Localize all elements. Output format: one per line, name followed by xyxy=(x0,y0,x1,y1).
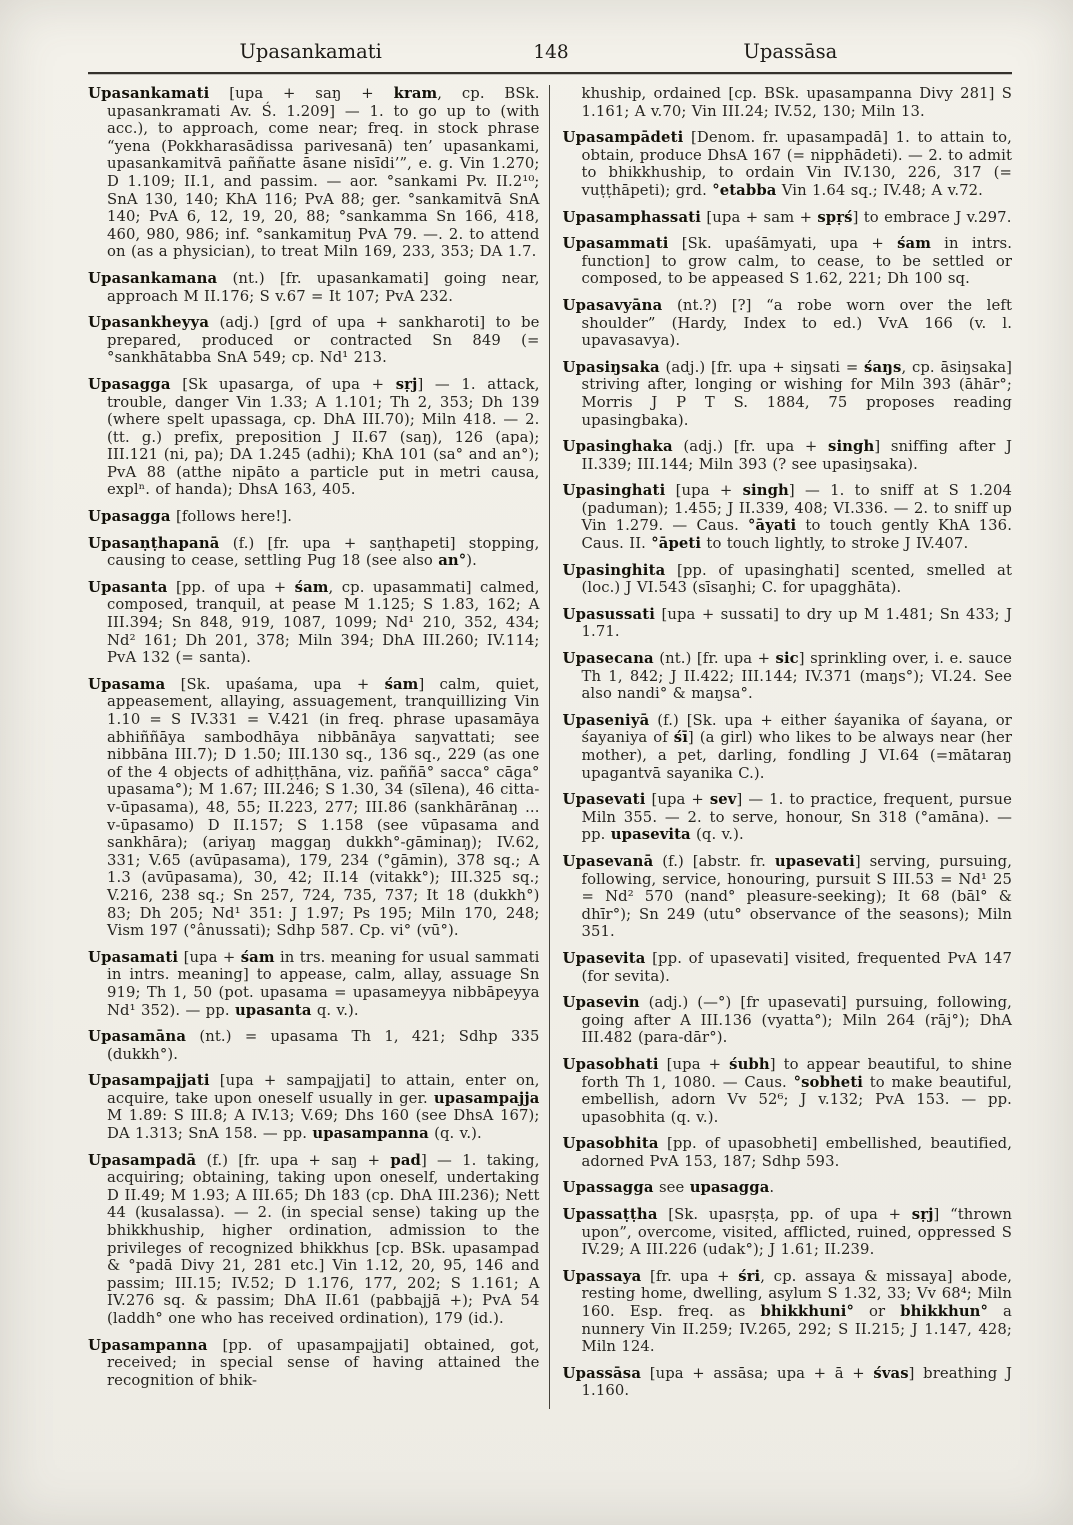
entry-body: [upa + sam + spṛś] to embrace J v.297. xyxy=(701,208,1012,226)
entry-body: (adj.) [grd of upa + sankharoti] to be prepared, produced or contracted Sn 849 (= °sankhātabba SnA 549; cp. Nd¹ 213. xyxy=(107,314,540,367)
dictionary-entry xyxy=(563,1135,1013,1170)
entry-body: (adj.) [fr. upa + siŋsati = śaŋs, cp. āsiŋsaka] striving after, longing or wishing for Miln 393 (āhār°; Morris J P T S. 1884, 75 proposes reading upasingbaka). xyxy=(581,358,1012,429)
dictionary-entry xyxy=(563,562,1013,597)
entry-headword: Upassagga xyxy=(562,1179,654,1197)
dictionary-entry xyxy=(88,270,540,305)
entry-body: [Sk. upaśama, upa + śam] calm, quiet, appeasement, allaying, assuagement, tranquillizing Vin 1.10 = S IV.331 = V.421 (in freq. phrase upasamāya abhiññāya sambodhāya nibbānāya saŋvattati; see nibbāna III.7); D 1.50; III.130 sq., 136 sq., 229 (as one of the 4 objects of adhiṭṭhāna, viz. paññā° sacca° cāga° upasama°); M 1.67; III.246; S 1.30, 34 (sīlena), 46 citta-v-ūpasama), 48, 55; II.223, 277; III.86 (sankhārānaŋ ... v-ūpasamo) D II.157; S 1.158 (see vūpasama and sankhāra); (ariyaŋ maggaŋ dukkh°-gāminaŋ); IV.62, 331; V.65 (avūpasama), 179, 234 (°gāmin), 378 sq.; A 1.3 (avūpasama), 30, 42; II.14 (vitakk°); III.325 sq.; V.216, 238 sq.; Sn 257, 724, 735, 737; It 18 (dukkh°) 83; Dh 205; Nd¹ 351: J 1.97; Ps 195; Miln 170, 248; Vism 197 (°ânussati); Sdhp 587. Cp. vi° (vū°). xyxy=(107,675,540,940)
dictionary-entry xyxy=(88,85,540,261)
column-right xyxy=(549,85,1013,1409)
entry-body: (f.) [Sk. upa + either śayanika of śayana, or śayaniya of śī] (a girl) who likes to be always near (her mother), a pet, darling, fondling J VI.64 (=mātaraŋ upagantvā sayanika C.). xyxy=(581,711,1012,782)
entry-body: (adj.) [fr. upa + singh] sniffing after J II.339; III.144; Miln 393 (? see upasiŋsaka). xyxy=(581,438,1013,473)
entry-body: khuship, ordained [cp. BSk. upasampanna Divy 281] S 1.161; A v.70; Vin III.24; IV.52, 130; Miln 13. xyxy=(581,85,1012,120)
entry-headword: Upasanta xyxy=(88,578,168,596)
entry-body: [Sk. upasṛṣṭa, pp. of upa + sṛj] “thrown upon”, overcome, visited, afflicted, ruined, oppressed S IV.29; A III.226 (udak°); J 1.61; II.239. xyxy=(581,1206,1012,1259)
entry-body: [upa + sev] — 1. to practice, frequent, pursue Miln 355. — 2. to serve, honour, Sn 318 (°amāna). — pp. upasevita (q. v.). xyxy=(581,791,1012,844)
entry-body: (nt.?) [?] “a robe worn over the left shoulder” (Hardy, Index to ed.) VvA 166 (v. l. upavasavya). xyxy=(581,296,1012,350)
entry-headword: Upasamati xyxy=(88,948,179,966)
entry-body: [follows here!]. xyxy=(170,508,293,526)
entry-body: [pp. of upa + śam, cp. upasammati] calmed, composed, tranquil, at pease M 1.125; S 1.83, 162; A III.394; Sn 848, 919, 1087, 1099; Nd¹ 210, 352, 434; Nd² 161; Dh 201, 378; Miln 394; DhA III.260; IV.114; PvA 132 (= santa). xyxy=(107,578,540,667)
entry-headword: Upasagga xyxy=(88,508,171,526)
entry-body: [upa + sampajjati] to attain, enter on, acquire, take upon oneself usually in ger. upasampajja M 1.89: S III.8; A IV.13; V.69; Dhs 160 (see DhsA 167); DA 1.313; SnA 158. — pp. upasampanna (q. v.). xyxy=(107,1072,540,1143)
page-header xyxy=(0,0,1073,72)
entry-body: [upa + śam in trs. meaning for usual sammati in intrs. meaning] to appease, calm, allay, assuage Sn 919; Th 1, 50 (pot. upasama = upasameyya nibbāpeyya Nd¹ 352). — pp. upasanta q. v.). xyxy=(107,948,540,1019)
entry-headword: Upasamāna xyxy=(88,1028,187,1046)
entry-headword: Upasagga xyxy=(88,375,171,393)
entry-headword: Upasankheyya xyxy=(88,314,210,332)
entry-headword: Upasecana xyxy=(562,650,654,668)
entry-body: [upa + assāsa; upa + ā + śvas] breathing J 1.160. xyxy=(581,1364,1012,1400)
entry-headword: Upasussati xyxy=(562,605,656,623)
entry-body: (nt.) = upasama Th 1, 421; Sdhp 335 (dukkh°). xyxy=(107,1028,540,1063)
entry-headword: Upasinghati xyxy=(562,482,666,500)
dictionary-entry xyxy=(563,950,1013,985)
entry-headword: Upasama xyxy=(88,675,166,693)
entry-headword: Upasampādeti xyxy=(562,129,684,147)
dictionary-entry xyxy=(563,1206,1013,1259)
entry-headword: Upasampanna xyxy=(88,1336,208,1354)
entry-body: [upa + śubh] to appear beautiful, to shine forth Th 1, 1080. — Caus. °sobheti to make beautiful, embellish, adorn Vv 52⁶; J v.132; PvA 153. — pp. upasobhita (q. v.). xyxy=(581,1055,1012,1126)
dictionary-entry xyxy=(563,209,1013,227)
entry-body: (f.) [fr. upa + saŋ + pad] — 1. taking, acquiring; obtaining, taking upon oneself, undertaking D II.49; M 1.93; A III.65; Dh 183 (cp. DhA III.236); Nett 44 (kusalassa). — 2. (in special sense) taking up the bhikkhuship, higher ordination, admission to the privileges of recognized bhikkhus [cp. BSk. upasampad & °padā Divy 21, 281 etc.] Vin 1.12, 20, 95, 146 and passim; III.15; IV.52; D 1.176, 177, 202; S 1.161; A IV.276 sq. & passim; DhA II.61 (pabbajjā +); PvA 54 (laddh° one who has received ordination), 179 (id.). xyxy=(107,1151,540,1327)
entry-headword: Upasavyāna xyxy=(562,296,663,314)
dictionary-entry xyxy=(563,129,1013,199)
entry-body: [upa + sussati] to dry up M 1.481; Sn 433; J 1.71. xyxy=(581,605,1012,641)
entry-body: (f.) [abstr. fr. upasevati] serving, pursuing, following, service, honouring, pursuit S III.53 = Nd¹ 25 = Nd² 570 (nand° pleasure-seeking); It 68 (bāl° & dhīr°); Sn 249 (utu° observance of the seasons); Miln 351. xyxy=(581,852,1012,941)
entry-body: (f.) [fr. upa + saṇṭhapeti] stopping, causing to cease, settling Pug 18 (see also an°). xyxy=(107,534,540,570)
entry-headword: Upasobhati xyxy=(562,1055,659,1073)
entry-headword: Upasankamati xyxy=(88,85,210,102)
entry-headword: Upasaṇṭhapanā xyxy=(88,534,220,552)
entry-headword: Upaseniyā xyxy=(562,711,650,729)
dictionary-entry xyxy=(563,712,1013,782)
column-left xyxy=(88,85,540,1409)
dictionary-entry xyxy=(563,297,1013,350)
dictionary-entry xyxy=(88,949,540,1019)
dictionary-entry xyxy=(88,1337,540,1390)
entry-body: [pp. of upasobheti] embellished, beautified, adorned PvA 153, 187; Sdhp 593. xyxy=(581,1135,1012,1170)
entry-body: [Denom. fr. upasampadā] 1. to attain to, obtain, produce DhsA 167 (= nipphādeti). — 2. to admit to bhikkhuship, to ordain Vin IV.130, 226, 317 (= vuṭṭhāpeti); grd. °etabba Vin 1.64 sq.; IV.48; A v.72. xyxy=(581,129,1012,199)
entry-headword: Upassaṭṭha xyxy=(562,1206,658,1224)
dictionary-entry xyxy=(563,235,1013,288)
dictionary-entry xyxy=(88,314,540,367)
entry-headword: Upasankamana xyxy=(88,269,218,287)
entry-body: [Sk upasarga, of upa + sṛj] — 1. attack, trouble, danger Vin 1.33; A 1.101; Th 2, 353; Dh 139 (where spelt upassaga, cp. DhA III.70); Miln 418. — 2. (tt. g.) prefix, preposition J II.67 (saŋ), 126 (apa); III.121 (ni, pa); DA 1.245 (adhi); KhA 101 (sa° and an°); PvA 88 (atthe nipāto a particle put in metri causa, explⁿ. of handa); DhsA 163, 405. xyxy=(107,375,540,499)
dictionary-entry xyxy=(563,1179,1013,1197)
entry-body: [upa + singh] — 1. to sniff at S 1.204 (paduman); 1.455; J II.339, 408; VI.336. — 2. to sniff up Vin 1.279. — Caus. °āyati to touch gently KhA 136. Caus. II. °āpeti to touch lightly, to stroke J IV.407. xyxy=(581,482,1012,553)
entry-headword: Upassaya xyxy=(562,1267,642,1285)
dictionary-entry xyxy=(88,1028,540,1063)
entry-headword: Upassāsa xyxy=(562,1364,642,1382)
entry-headword: Upasammati xyxy=(562,235,669,253)
dictionary-entry xyxy=(563,1056,1013,1126)
dictionary-entry xyxy=(563,85,1013,120)
entry-body: [pp. of upasampajjati] obtained, got, received; in special sense of having attained the recognition of bhik- xyxy=(107,1336,540,1389)
guide-word-right: Upassāsa xyxy=(743,40,838,63)
dictionary-entry xyxy=(563,650,1013,703)
entry-headword: Upasevita xyxy=(562,949,646,967)
dictionary-entry xyxy=(88,676,540,940)
entry-body: [Sk. upaśāmyati, upa + śam in intrs. function] to grow calm, to cease, to be settled or composed, to be appeased S 1.62, 221; Dh 100 sq. xyxy=(581,235,1013,288)
dictionary-entry xyxy=(563,791,1013,844)
dictionary-entry xyxy=(88,535,540,570)
entry-body: [fr. upa + śri, cp. assaya & missaya] abode, resting home, dwelling, asylum S 1.32, 33; Vv 68⁴; Miln 160. Esp. freq. as bhikkhuni° or bhikkhun° a nunnery Vin II.259; IV.265, 292; S II.215; J 1.147, 428; Miln 124. xyxy=(581,1267,1013,1356)
dictionary-entry xyxy=(563,994,1013,1047)
entry-body: see upasagga. xyxy=(653,1179,775,1197)
dictionary-entry xyxy=(88,508,540,526)
dictionary-entry xyxy=(563,1268,1013,1356)
entry-headword: Upasampajjati xyxy=(88,1072,210,1090)
entry-headword: Upasevanā xyxy=(562,852,654,870)
dictionary-entry xyxy=(563,853,1013,941)
page-number: 148 xyxy=(533,42,569,63)
entry-headword: Upasiŋsaka xyxy=(562,358,660,376)
guide-word-left: Upasankamati xyxy=(239,40,382,63)
entry-headword: Upasamphassati xyxy=(562,208,702,226)
entry-body: [pp. of upasinghati] scented, smelled at (loc.) J VI.543 (sīsaŋhi; C. for upagghāta). xyxy=(581,561,1012,597)
entry-headword: Upasinghaka xyxy=(562,438,673,456)
dictionary-entry xyxy=(563,438,1013,473)
dictionary-entry xyxy=(88,1152,540,1328)
entry-headword: Upasevati xyxy=(562,791,646,809)
dictionary-entry xyxy=(88,376,540,499)
dictionary-entry xyxy=(563,606,1013,641)
entry-body: (nt.) [fr. upa + sic] sprinkling over, i. e. sauce Th 1, 842; J II.422; III.144; IV.371 (maŋs°); VI.24. See also nandi° & maŋsa°. xyxy=(581,650,1013,703)
entry-headword: Upasobhita xyxy=(562,1135,659,1153)
entry-body: (nt.) [fr. upasankamati] going near, approach M II.176; S v.67 = It 107; PvA 232. xyxy=(107,269,540,305)
entry-body: (adj.) (—°) [fr upasevati] pursuing, following, going after A III.136 (vyatta°); Miln 264 (rāj°); DhA III.482 (para-dār°). xyxy=(581,994,1012,1047)
dictionary-entry xyxy=(88,579,540,667)
dictionary-entry xyxy=(88,1072,540,1142)
entry-headword: Upasinghita xyxy=(562,561,666,579)
text-columns xyxy=(0,75,1073,1409)
dictionary-entry xyxy=(563,359,1013,429)
entry-headword: Upasampadā xyxy=(88,1151,197,1169)
entry-body: [upa + saŋ + kram, cp. BSk. upasankramati Av. Ś. 1.209] — 1. to go up to (with acc.), to approach, come near; freq. in stock phrase “yena (Pokkharasādissa parivesanā) ten’ upasankami, upasankamitvā paññatte āsane nisīdi’”, e. g. Vin 1.270; D 1.109; II.1, and passim. — aor. °sankami Pv. II.2¹⁰; SnA 130, 140; KhA 116; PvA 88; ger. °sankamitvā SnA 140; PvA 6, 12, 19, 20, 88; °sankamma Sn 166, 418, 460, 980, 986; inf. °sankamituŋ PvA 79. —. 2. to attend on (as a physician), to treat Miln 169, 233, 353; DA 1.7. xyxy=(107,85,540,261)
entry-headword: Upasevin xyxy=(562,994,640,1012)
dictionary-entry xyxy=(563,1365,1013,1400)
entry-body: [pp. of upasevati] visited, frequented PvA 147 (for sevita). xyxy=(581,949,1012,985)
dictionary-entry xyxy=(563,482,1013,552)
